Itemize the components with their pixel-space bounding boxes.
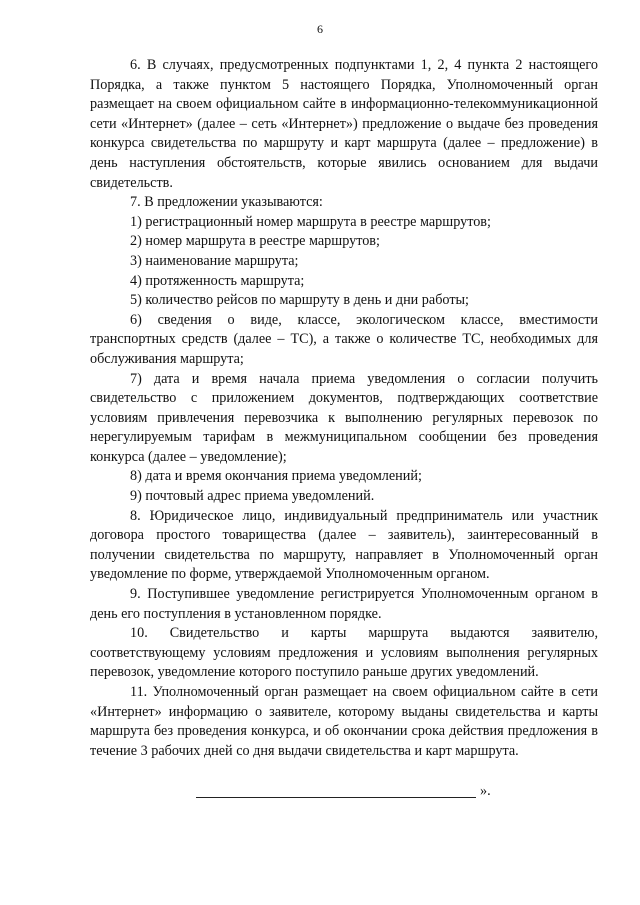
list-item-4: 4) протяженность маршрута; [130,272,305,289]
paragraph-7-intro: 7. В предложении указываются: [130,194,323,211]
paragraph-6: 6. В случаях, предусмотренных подпунктами 1, 2, 4 пункта 2 настоящего Порядка, а также пунктом 5 настоящего Порядка, Уполномоченный орган размещает на своем официальном сайте в информационно-телекоммуникационной сети «Интернет» (далее – сеть «Интернет») предложение о выдаче без проведения конкурса свидетельства по маршруту и карт маршрута (далее – предложение) в день наступления обстоятельств, которые явились основанием для выдачи свидетельств. [90,57,598,191]
list-item-5: 5) количество рейсов по маршруту в день и дни работы; [130,292,469,309]
signature-underline [196,797,476,798]
list-item-3: 3) наименование маршрута; [130,252,299,269]
paragraph-10: 10. Свидетельство и карты маршрута выдаются заявителю, соответствующему условиям предложения и условиям выполнения регулярных перевозок, уведомление которого поступило раньше других уведомлений. [90,625,598,681]
page-number: 6 [317,22,323,36]
list-item-7: 7) дата и время начала приема уведомления о согласии получить свидетельство с приложением документов, подтверждающих соответствие условиям привлечения перевозчика к выполнению регулярных перевозок по нерегулируемым тарифам в межмуниципальном сообщении без проведения конкурса (далее – уведомление); [90,370,598,465]
paragraph-8: 8. Юридическое лицо, индивидуальный предприниматель или участник договора простого товарищества (далее – заявитель), заинтересованный в получении свидетельства по маршруту, направляет в Уполномоченный орган уведомление по форме, утверждаемой Уполномоченным органом. [90,507,598,583]
paragraph-9: 9. Поступившее уведомление регистрируется Уполномоченным органом в день его поступления в установленном порядке. [90,586,598,622]
list-item-1: 1) регистрационный номер маршрута в реестре маршрутов; [130,213,491,230]
list-item-8: 8) дата и время окончания приема уведомлений; [130,468,422,485]
list-item-9: 9) почтовый адрес приема уведомлений. [130,488,375,505]
list-item-2: 2) номер маршрута в реестре маршрутов; [130,233,380,250]
paragraph-11: 11. Уполномоченный орган размещает на своем официальном сайте в сети «Интернет» информацию о заявителе, которому выданы свидетельства и карты маршрута без проведения конкурса, и об окончании срока действия предложения в течение 3 рабочих дней со дня выдачи свидетельства и карт маршрута. [90,684,598,759]
document-body [90,56,598,761]
list-item-6: 6) сведения о виде, классе, экологическом классе, вместимости транспортных средств (далее – ТС), а также о количестве ТС, необходимых для обслуживания маршрута; [90,311,598,367]
closing-quote: ». [480,783,491,799]
closing-line [196,783,516,803]
